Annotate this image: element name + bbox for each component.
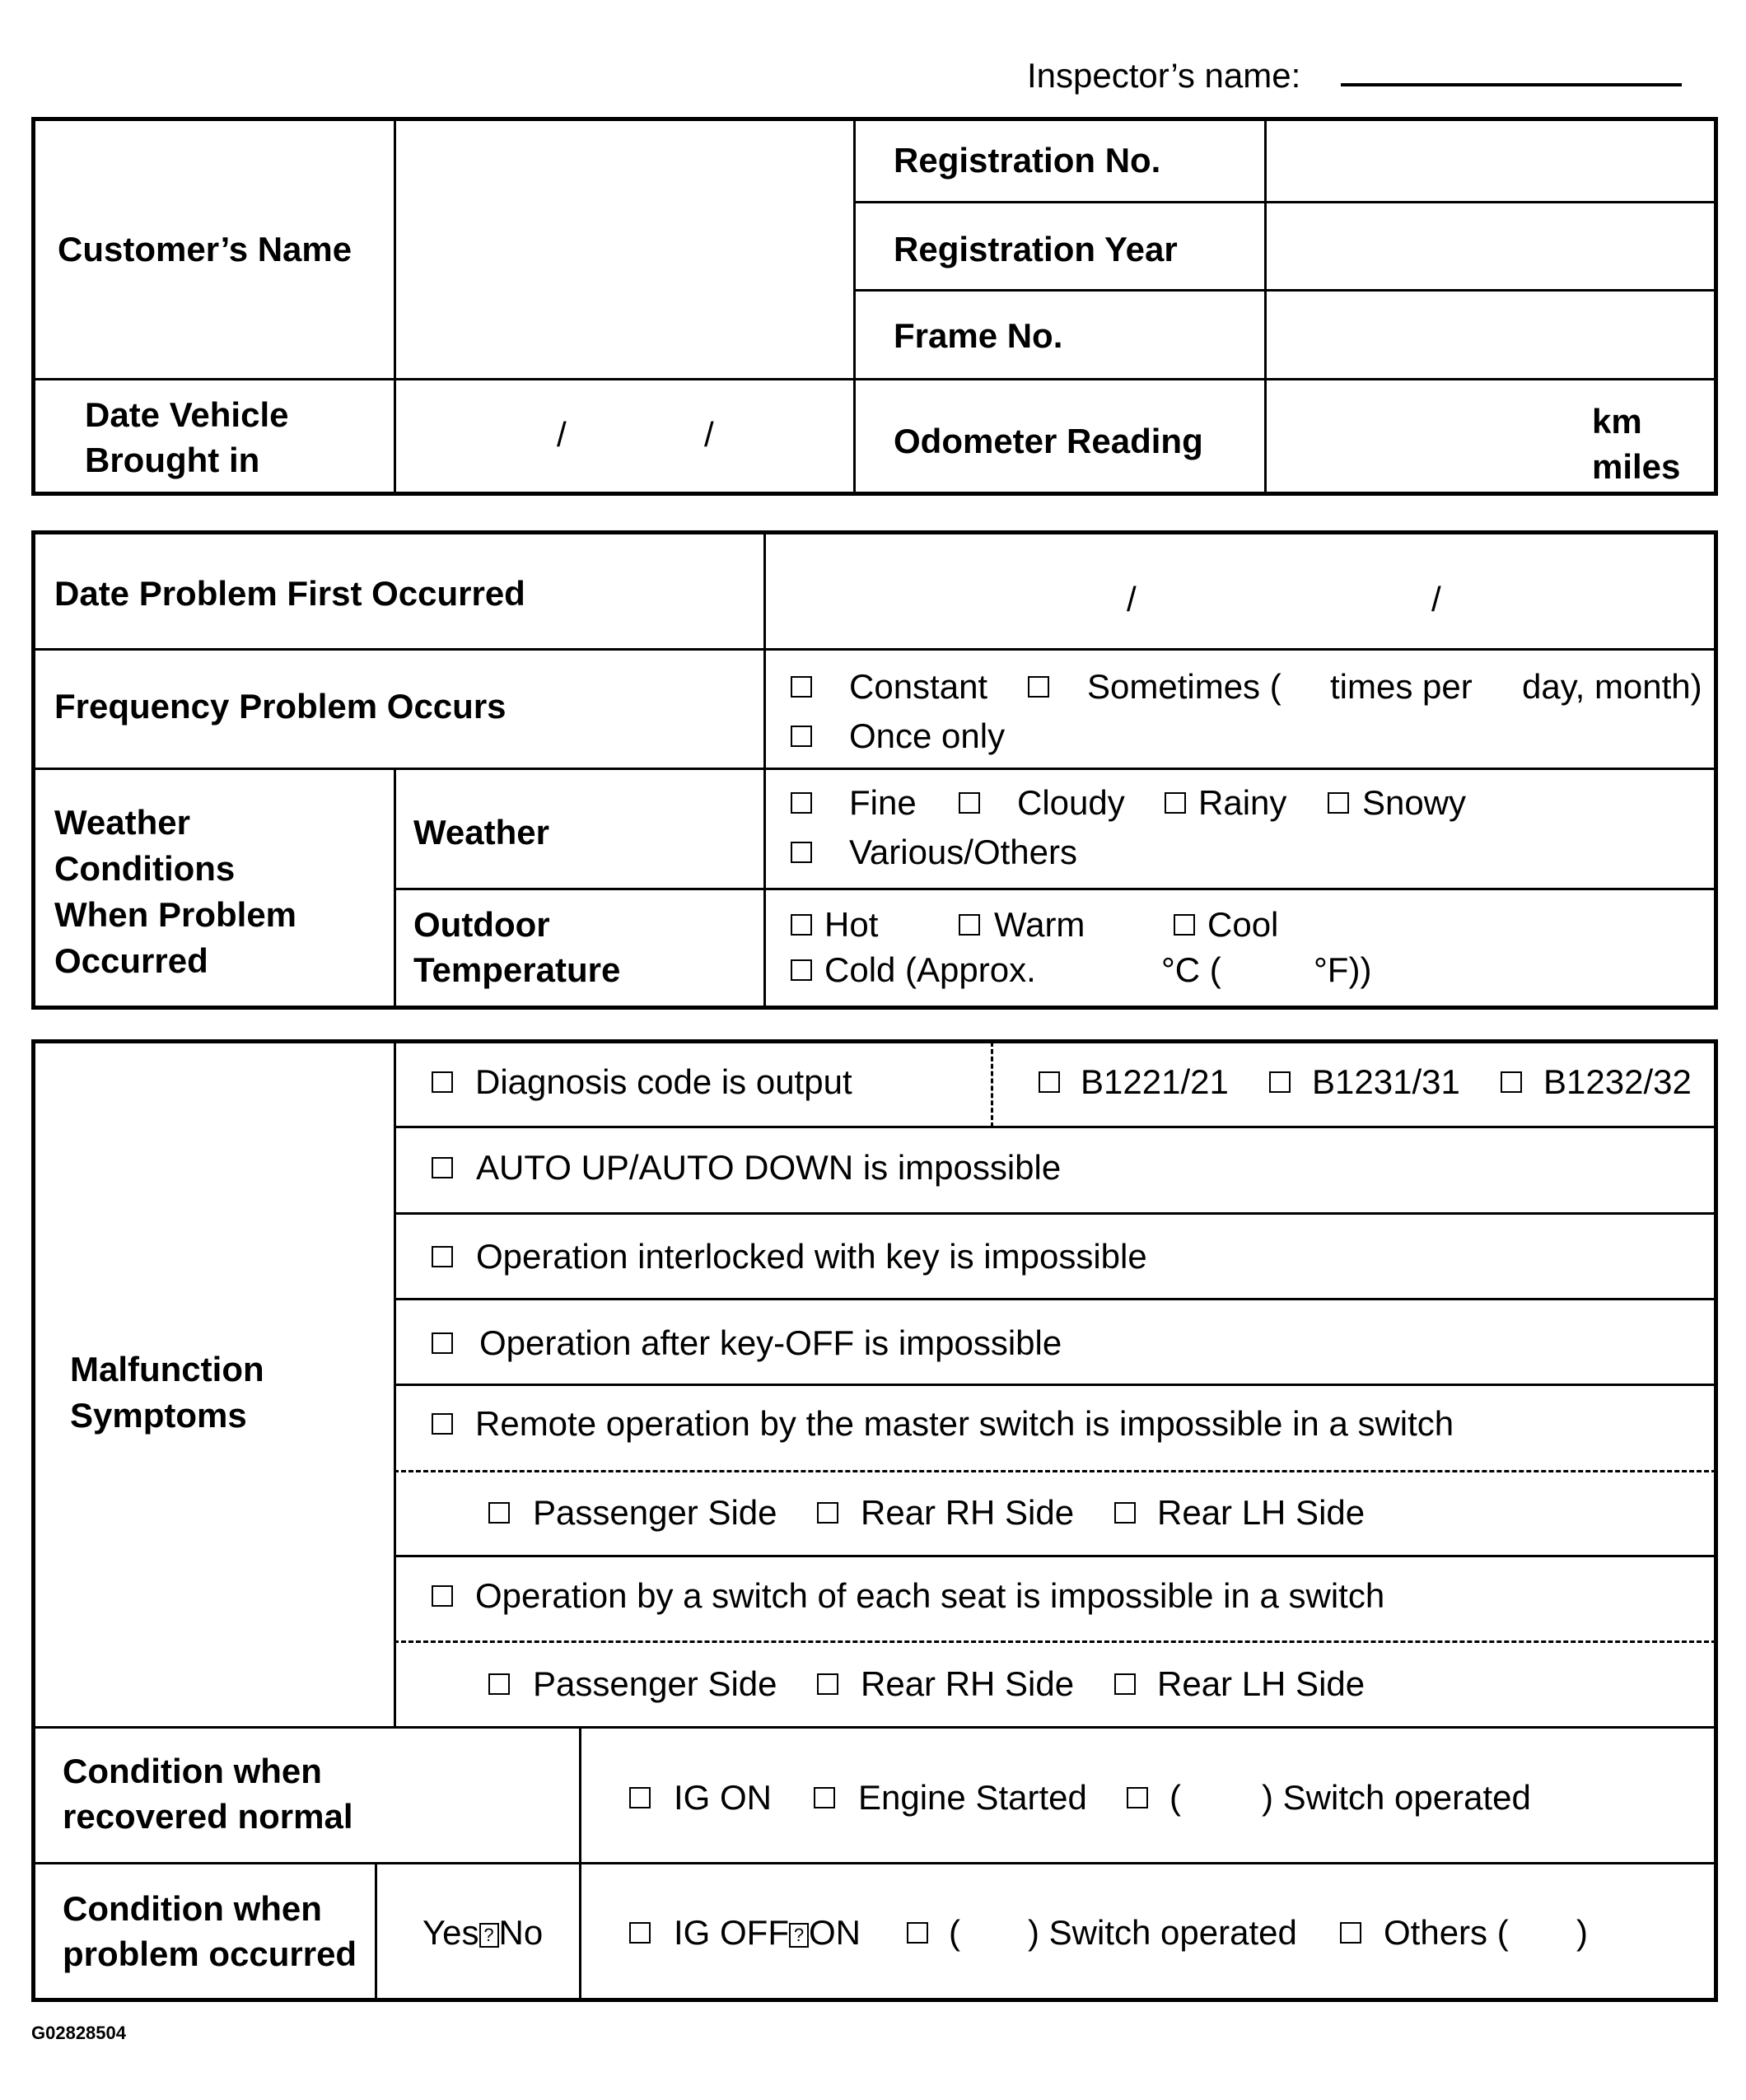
checkbox-each-seat[interactable] <box>432 1585 453 1607</box>
checkbox-cool[interactable] <box>1174 914 1195 936</box>
outdoor-temp-label-2: Temperature <box>413 950 621 989</box>
checkbox-remote-passenger[interactable] <box>488 1502 510 1524</box>
diagnosis-code-label: Diagnosis code is output <box>475 1062 852 1101</box>
checkbox-remote-rear-lh[interactable] <box>1114 1502 1136 1524</box>
unit-miles[interactable]: miles <box>1592 447 1681 486</box>
seat-passenger-label: Passenger Side <box>533 1664 777 1703</box>
checkbox-once-only[interactable] <box>791 726 812 747</box>
remote-passenger-label: Passenger Side <box>533 1493 777 1532</box>
replacement-char-icon: ? <box>479 1923 499 1948</box>
checkbox-remote-rear-rh[interactable] <box>817 1502 838 1524</box>
recovered-label-1: Condition when <box>63 1752 322 1790</box>
checkbox-snowy[interactable] <box>1328 792 1349 814</box>
checkbox-hot[interactable] <box>791 914 812 936</box>
after-key-off-label: Operation after key-OFF is impossible <box>479 1323 1062 1362</box>
on-label: ON <box>809 1913 861 1952</box>
checkbox-seat-rear-lh[interactable] <box>1114 1673 1136 1695</box>
customer-name-field[interactable] <box>397 122 850 376</box>
checkbox-engine-started[interactable] <box>814 1787 835 1808</box>
freq-day-month-label: day, month) <box>1522 667 1702 706</box>
checkbox-b1231[interactable] <box>1269 1071 1291 1093</box>
ig-on-label: IG ON <box>674 1778 773 1817</box>
occurred-switch-label: ) Switch operated <box>1028 1913 1297 1952</box>
occurred-label-1: Condition when <box>63 1889 322 1928</box>
remote-rear-lh-label: Rear LH Side <box>1157 1493 1366 1532</box>
weather-conditions-label-4: Occurred <box>54 941 208 980</box>
weather-fine-label: Fine <box>849 783 917 822</box>
yes-no-selector[interactable] <box>422 1913 544 1952</box>
ig-off-label: IG OFF <box>674 1913 789 1952</box>
date-first-occurred-label: Date Problem First Occurred <box>54 574 525 613</box>
ig-off-on-selector <box>674 1913 861 1952</box>
temp-celsius-label: °C ( <box>1161 950 1221 989</box>
checkbox-constant[interactable] <box>791 676 812 698</box>
date-brought-sep-1: / <box>557 415 567 454</box>
yes-option[interactable]: Yes <box>422 1913 479 1952</box>
checkbox-cloudy[interactable] <box>959 792 980 814</box>
weather-conditions-label-2: Conditions <box>54 849 236 888</box>
temp-cool-label: Cool <box>1207 905 1279 944</box>
checkbox-rainy[interactable] <box>1165 792 1186 814</box>
weather-conditions-label-3: When Problem <box>54 895 297 934</box>
temp-cold-label: Cold (Approx. <box>824 950 1036 989</box>
malfunction-label-2: Symptoms <box>70 1396 247 1435</box>
inspector-name-label: Inspector’s name: <box>1027 56 1301 95</box>
weather-conditions-label-1: Weather <box>54 803 190 842</box>
date-brought-label-1: Date Vehicle <box>85 395 289 434</box>
code-b1231-label: B1231/31 <box>1312 1062 1460 1101</box>
checkbox-cold[interactable] <box>791 959 812 981</box>
freq-sometimes-label: Sometimes ( <box>1087 667 1281 706</box>
weather-various-label: Various/Others <box>849 833 1077 871</box>
malfunction-label-1: Malfunction <box>70 1350 264 1388</box>
freq-once-label: Once only <box>849 716 1006 755</box>
remote-rear-rh-label: Rear RH Side <box>861 1493 1075 1532</box>
frame-no-field[interactable] <box>1268 292 1713 375</box>
freq-times-per-label: times per <box>1330 667 1473 706</box>
engine-started-label: Engine Started <box>858 1778 1087 1817</box>
odometer-field[interactable] <box>1268 381 1581 492</box>
no-option[interactable]: No <box>498 1913 544 1952</box>
recovered-switch-label: ) Switch operated <box>1262 1778 1531 1817</box>
registration-year-label: Registration Year <box>894 230 1178 268</box>
checkbox-various-others[interactable] <box>791 842 812 863</box>
key-interlock-label: Operation interlocked with key is impossible <box>476 1237 1147 1276</box>
code-b1221-label: B1221/21 <box>1081 1062 1229 1101</box>
weather-snowy-label: Snowy <box>1362 783 1467 822</box>
checkbox-diagnosis-code[interactable] <box>432 1071 453 1093</box>
date-brought-sep-2: / <box>704 415 714 454</box>
outdoor-temp-label-1: Outdoor <box>413 905 550 944</box>
checkbox-ig-off-on[interactable] <box>629 1922 651 1944</box>
date-brought-field[interactable] <box>397 381 850 492</box>
weather-cloudy-label: Cloudy <box>1017 783 1125 822</box>
checkbox-fine[interactable] <box>791 792 812 814</box>
checkbox-recovered-switch[interactable] <box>1127 1787 1148 1808</box>
checkbox-occurred-switch[interactable] <box>907 1922 928 1944</box>
occurred-label-2: problem occurred <box>63 1934 357 1973</box>
inspector-name-line[interactable] <box>1341 83 1682 86</box>
date-first-sep-1: / <box>1127 580 1137 618</box>
checkbox-remote-master[interactable] <box>432 1413 453 1435</box>
temp-hot-label: Hot <box>824 905 879 944</box>
replacement-char-icon: ? <box>789 1923 809 1948</box>
odometer-label: Odometer Reading <box>894 422 1203 460</box>
checkbox-ig-on[interactable] <box>629 1787 651 1808</box>
registration-no-field[interactable] <box>1268 122 1713 199</box>
checkbox-auto-up-down[interactable] <box>432 1157 453 1178</box>
code-b1232-label: B1232/32 <box>1543 1062 1692 1101</box>
date-first-sep-2: / <box>1431 580 1441 618</box>
seat-rear-rh-label: Rear RH Side <box>861 1664 1075 1703</box>
checkbox-sometimes[interactable] <box>1028 676 1049 698</box>
checkbox-others[interactable] <box>1340 1922 1361 1944</box>
auto-up-down-label: AUTO UP/AUTO DOWN is impossible <box>476 1148 1062 1187</box>
customer-name-label: Customer’s Name <box>58 230 352 268</box>
temp-fahrenheit-label: °F)) <box>1314 950 1372 989</box>
checkbox-b1221[interactable] <box>1039 1071 1060 1093</box>
checkbox-seat-passenger[interactable] <box>488 1673 510 1695</box>
seat-rear-lh-label: Rear LH Side <box>1157 1664 1366 1703</box>
frame-no-label: Frame No. <box>894 316 1063 355</box>
date-brought-label-2: Brought in <box>85 441 260 479</box>
frequency-label: Frequency Problem Occurs <box>54 687 507 726</box>
weather-rainy-label: Rainy <box>1198 783 1287 822</box>
checkbox-after-key-off[interactable] <box>432 1332 453 1354</box>
each-seat-label: Operation by a switch of each seat is impossible in a switch <box>475 1576 1385 1615</box>
registration-no-label: Registration No. <box>894 141 1161 180</box>
recovered-paren-open: ( <box>1169 1778 1181 1817</box>
checkbox-b1232[interactable] <box>1501 1071 1522 1093</box>
temp-warm-label: Warm <box>994 905 1085 944</box>
others-paren-close: ) <box>1576 1913 1588 1952</box>
checkbox-warm[interactable] <box>959 914 980 936</box>
checkbox-key-interlock[interactable] <box>432 1246 453 1267</box>
weather-label: Weather <box>413 813 549 852</box>
checkbox-seat-rear-rh[interactable] <box>817 1673 838 1695</box>
remote-master-label: Remote operation by the master switch is impossible in a switch <box>475 1404 1454 1443</box>
figure-id: G02828504 <box>31 2023 126 2043</box>
registration-year-field[interactable] <box>1268 204 1713 287</box>
freq-constant-label: Constant <box>849 667 988 706</box>
occurred-paren-open: ( <box>949 1913 960 1952</box>
others-label: Others ( <box>1384 1913 1509 1952</box>
unit-km[interactable]: km <box>1592 402 1642 441</box>
recovered-label-2: recovered normal <box>63 1797 353 1836</box>
